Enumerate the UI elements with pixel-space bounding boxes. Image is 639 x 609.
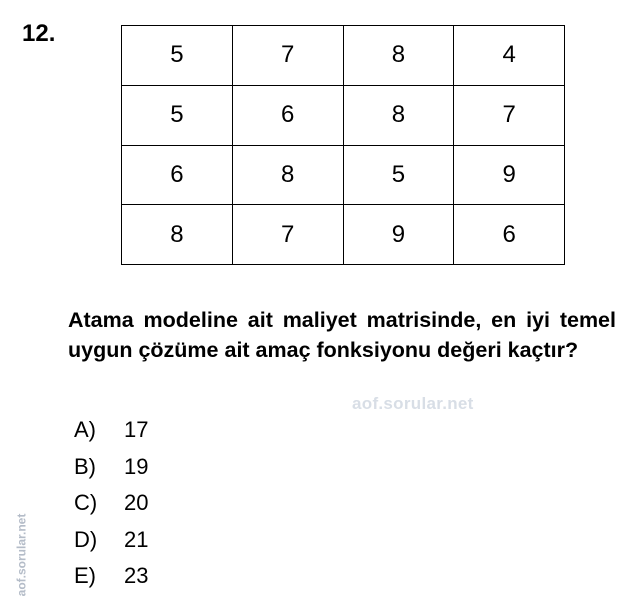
option-letter: C) — [74, 490, 98, 516]
option-e[interactable] — [74, 558, 148, 595]
option-value: 19 — [124, 453, 149, 479]
matrix-cell: 5 — [122, 85, 233, 145]
option-b[interactable] — [74, 449, 148, 486]
matrix-row — [122, 205, 565, 265]
matrix-row — [122, 26, 565, 86]
option-letter: B) — [74, 453, 96, 479]
option-letter: D) — [74, 526, 98, 552]
matrix-row — [122, 145, 565, 205]
option-value: 21 — [124, 526, 149, 552]
matrix-cell: 5 — [343, 145, 454, 205]
matrix-cell: 4 — [454, 26, 565, 86]
matrix-cell: 7 — [232, 26, 343, 86]
watermark-text: aof.sorular.net — [352, 394, 474, 413]
option-letter: A) — [74, 417, 96, 443]
question-number: 12. — [22, 20, 56, 47]
option-d[interactable] — [74, 522, 148, 559]
question-text: Atama modeline ait maliyet matrisinde, en iyi temel uygun çözüme ait amaç fonksiyonu değeri kaçtır? — [68, 308, 616, 362]
matrix-cell: 6 — [122, 145, 233, 205]
option-value: 23 — [124, 563, 149, 589]
matrix-cell: 8 — [343, 85, 454, 145]
option-letter: E) — [74, 563, 96, 589]
matrix-cell: 7 — [454, 85, 565, 145]
matrix-cell: 6 — [454, 205, 565, 265]
answer-options — [74, 412, 148, 595]
matrix-cell: 5 — [122, 26, 233, 86]
matrix-cell: 9 — [454, 145, 565, 205]
matrix-cell: 6 — [232, 85, 343, 145]
matrix-cell: 9 — [343, 205, 454, 265]
matrix-cell: 8 — [232, 145, 343, 205]
matrix-cell: 7 — [232, 205, 343, 265]
option-a[interactable] — [74, 412, 148, 449]
option-value: 17 — [124, 417, 149, 443]
cost-matrix-table — [121, 25, 565, 265]
matrix-cell: 8 — [343, 26, 454, 86]
option-c[interactable] — [74, 485, 148, 522]
matrix-row — [122, 85, 565, 145]
side-watermark-text: aof.sorular.net — [14, 513, 29, 597]
option-value: 20 — [124, 490, 149, 516]
matrix-cell: 8 — [122, 205, 233, 265]
